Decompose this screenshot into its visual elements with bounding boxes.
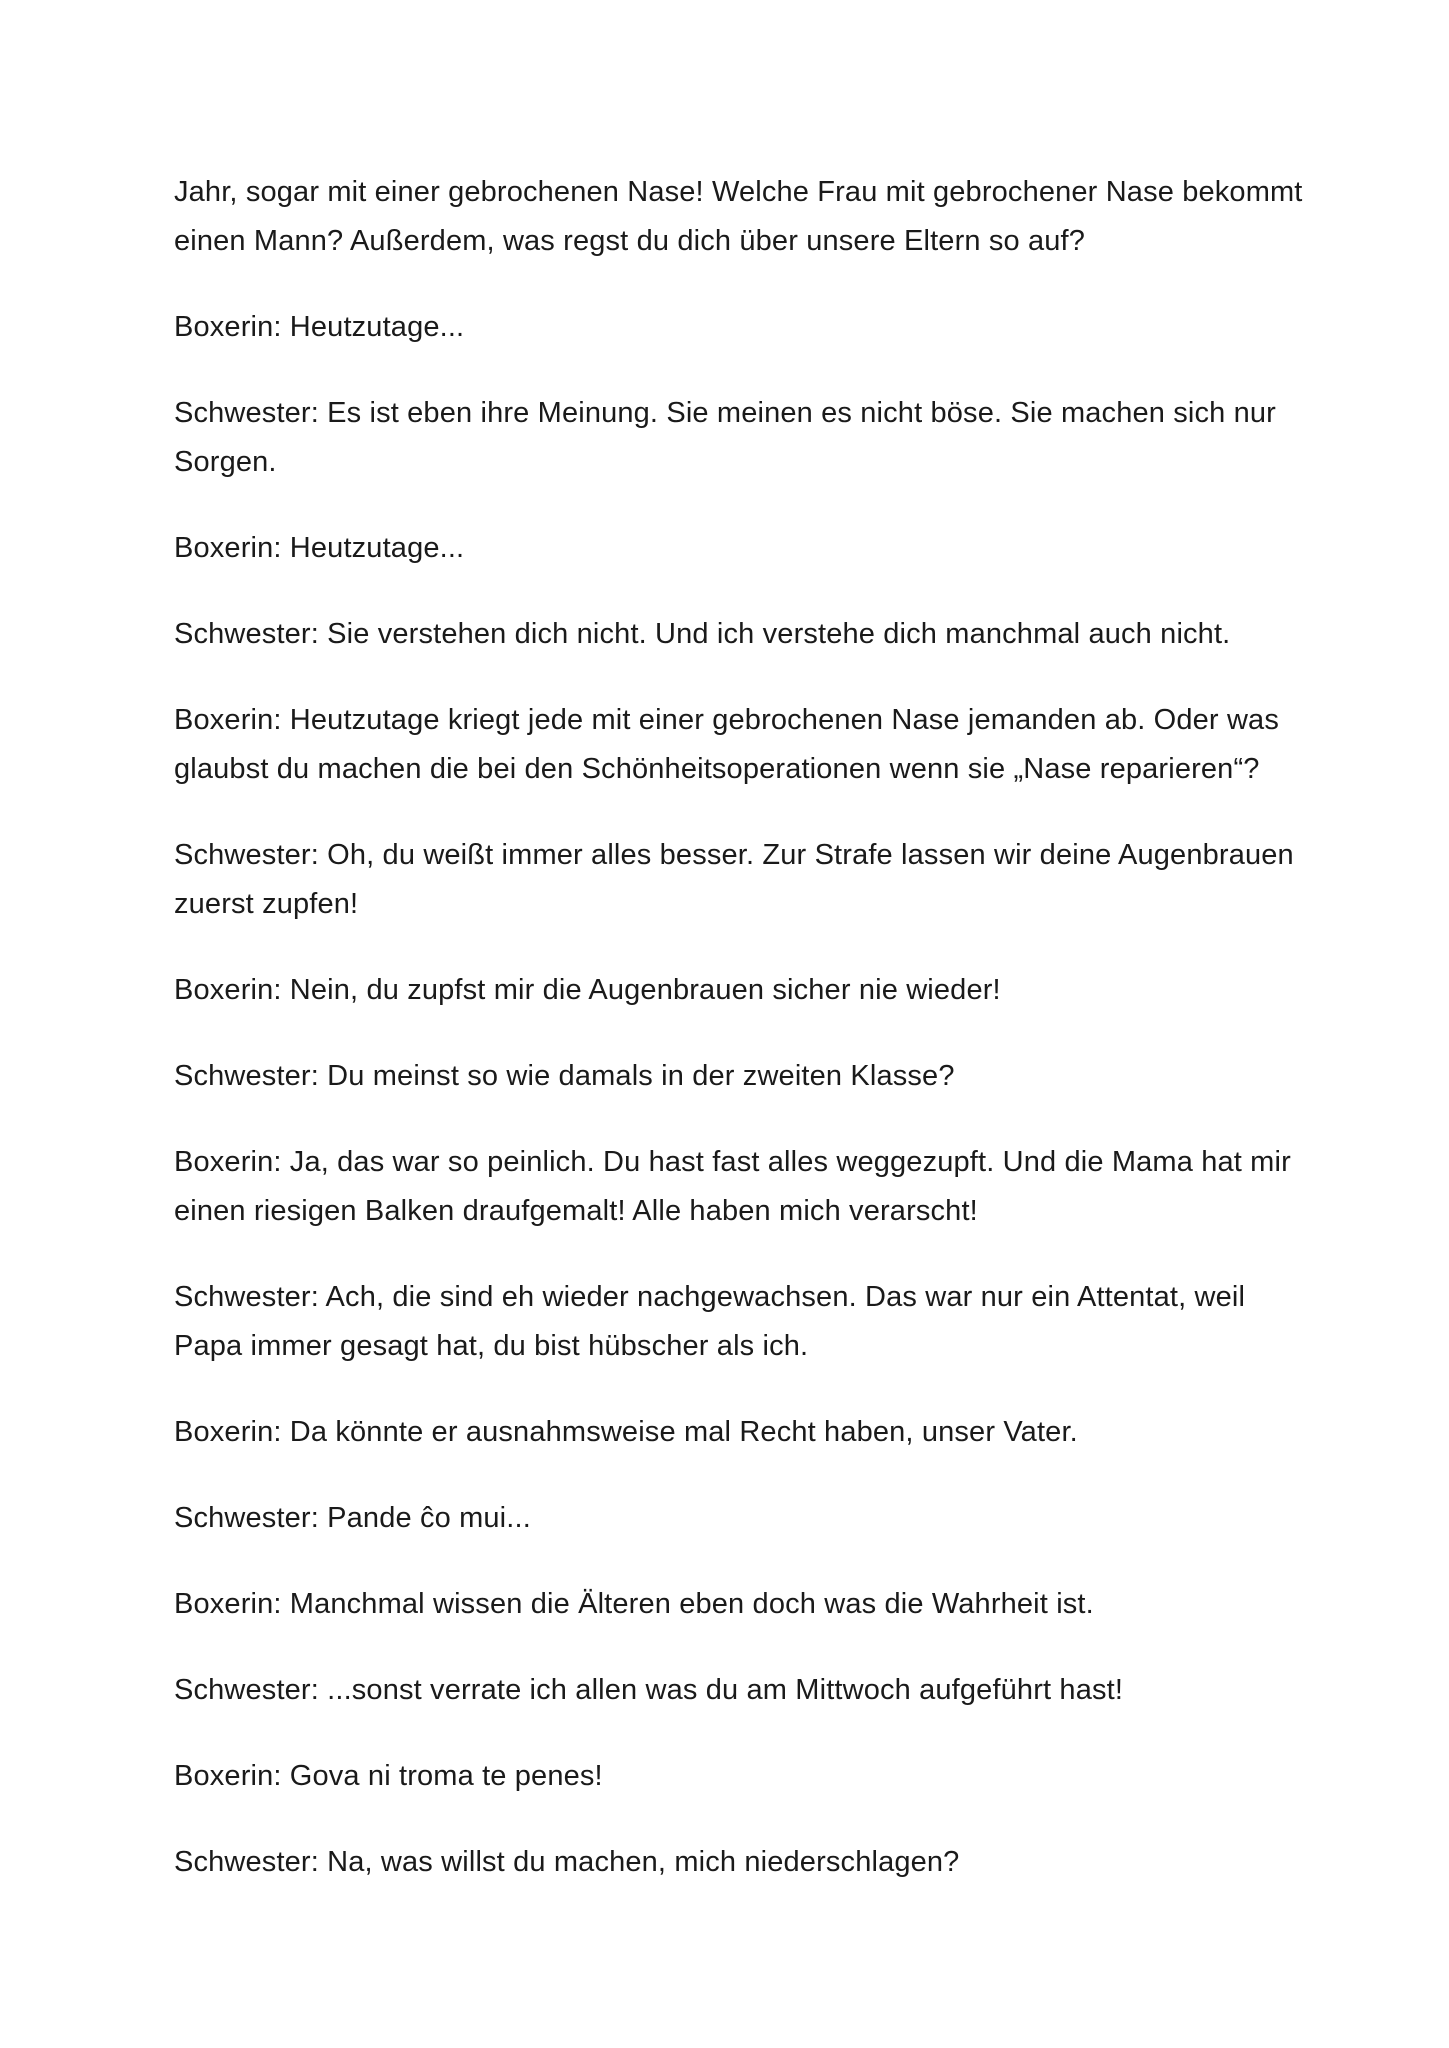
dialogue-line-schwester: Schwester: Ach, die sind eh wieder nachgewachsen. Das war nur ein Attentat, weil Papa immer gesagt hat, du bist hübscher als ich. xyxy=(174,1281,1246,1362)
dialogue-line-boxerin: Boxerin: Heutzutage... xyxy=(174,311,465,343)
paragraph-continuation: Jahr, sogar mit einer gebrochenen Nase! Welche Frau mit gebrochener Nase bekommt einen Mann? Außerdem, was regst du dich über unsere Eltern so auf? xyxy=(174,176,1303,257)
dialogue-line-schwester: Schwester: ...sonst verrate ich allen was du am Mittwoch aufgeführt hast! xyxy=(174,1674,1124,1706)
dialogue-line-schwester: Schwester: Sie verstehen dich nicht. Und ich verstehe dich manchmal auch nicht. xyxy=(174,618,1231,650)
dialogue-line-schwester: Schwester: Es ist eben ihre Meinung. Sie meinen es nicht böse. Sie machen sich nur Sorgen. xyxy=(174,397,1276,478)
dialogue-line-schwester: Schwester: Oh, du weißt immer alles besser. Zur Strafe lassen wir deine Augenbrauen zuerst zupfen! xyxy=(174,839,1294,920)
dialogue-line-boxerin: Boxerin: Da könnte er ausnahmsweise mal Recht haben, unser Vater. xyxy=(174,1416,1078,1448)
dialogue-line-schwester: Schwester: Du meinst so wie damals in der zweiten Klasse? xyxy=(174,1060,955,1092)
dialogue-line-boxerin: Boxerin: Heutzutage kriegt jede mit einer gebrochenen Nase jemanden ab. Oder was glaubst du machen die bei den Schönheitsoperationen wenn sie „Nase reparieren“? xyxy=(174,704,1279,785)
dialogue-line-boxerin: Boxerin: Heutzutage... xyxy=(174,532,465,564)
dialogue-line-boxerin: Boxerin: Ja, das war so peinlich. Du hast fast alles weggezupft. Und die Mama hat mir einen riesigen Balken draufgemalt! Alle haben mich verarscht! xyxy=(174,1146,1291,1227)
dialogue-line-boxerin: Boxerin: Manchmal wissen die Älteren eben doch was die Wahrheit ist. xyxy=(174,1588,1094,1620)
dialogue-text xyxy=(174,168,1314,1924)
dialogue-line-boxerin: Boxerin: Gova ni troma te penes! xyxy=(174,1760,603,1792)
dialogue-line-schwester: Schwester: Pande ĉo mui... xyxy=(174,1502,531,1534)
dialogue-line-schwester: Schwester: Na, was willst du machen, mich niederschlagen? xyxy=(174,1846,960,1878)
dialogue-line-boxerin: Boxerin: Nein, du zupfst mir die Augenbrauen sicher nie wieder! xyxy=(174,974,1001,1006)
